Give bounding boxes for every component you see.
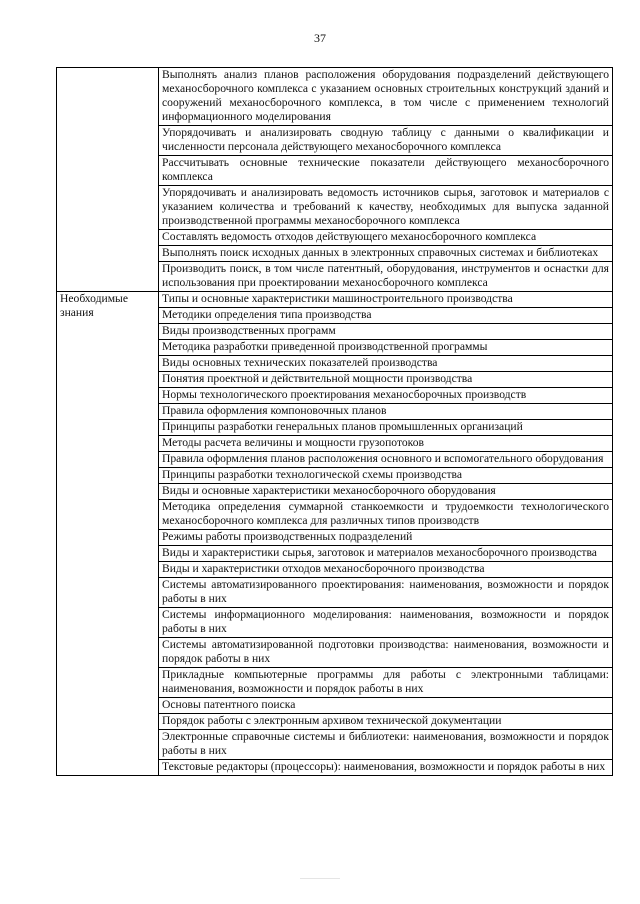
requirement-item: Виды и характеристики сырья, заготовок и материалов механосборочного производства — [159, 546, 613, 562]
section-label: Необходимые знания — [57, 292, 159, 776]
requirement-item: Методика определения суммарной станкоемкости и трудоемкости технологического механосборочного комплекса для различных типов производств — [159, 500, 613, 530]
requirement-item: Электронные справочные системы и библиотеки: наименования, возможности и порядок работы в них — [159, 730, 613, 760]
requirements-table — [56, 67, 613, 776]
requirement-item: Нормы технологического проектирования механосборочных производств — [159, 388, 613, 404]
requirement-item: Составлять ведомость отходов действующего механосборочного комплекса — [159, 230, 613, 246]
requirement-item: Рассчитывать основные технические показатели действующего механосборочного комплекса — [159, 156, 613, 186]
page-number: 37 — [314, 31, 326, 45]
requirement-item: Виды основных технических показателей производства — [159, 356, 613, 372]
requirement-item: Прикладные компьютерные программы для работы с электронными таблицами: наименования, возможности и порядок работы в них — [159, 668, 613, 698]
table-row — [57, 68, 613, 126]
requirement-item: Режимы работы производственных подразделений — [159, 530, 613, 546]
requirement-item: Методика разработки приведенной производственной программы — [159, 340, 613, 356]
requirement-item: Правила оформления планов расположения основного и вспомогательного оборудования — [159, 452, 613, 468]
table-row — [57, 292, 613, 308]
requirement-item: Выполнять анализ планов расположения оборудования подразделений действующего механосборочного комплекса с указанием основных строительных конструкций зданий и сооружений механосборочного комплекса, в том числе с применением технологий информационного моделирования — [159, 68, 613, 126]
requirement-item: Принципы разработки генеральных планов промышленных организаций — [159, 420, 613, 436]
requirement-item: Системы автоматизированной подготовки производства: наименования, возможности и порядок работы в них — [159, 638, 613, 668]
scan-smudge — [300, 878, 340, 879]
requirement-item: Виды производственных программ — [159, 324, 613, 340]
requirement-item: Типы и основные характеристики машиностроительного производства — [159, 292, 613, 308]
section-label — [57, 68, 159, 292]
requirement-item: Упорядочивать и анализировать ведомость источников сырья, заготовок и материалов с указанием количества и требований к качеству, необходимых для выпуска заданной производственной программы механосборочного комплекса — [159, 186, 613, 230]
requirement-item: Производить поиск, в том числе патентный, оборудования, инструментов и оснастки для использования при проектировании механосборочного комплекса — [159, 262, 613, 292]
requirement-item: Понятия проектной и действительной мощности производства — [159, 372, 613, 388]
table-body — [57, 68, 613, 776]
requirement-item: Текстовые редакторы (процессоры): наименования, возможности и порядок работы в них — [159, 760, 613, 776]
requirement-item: Упорядочивать и анализировать сводную таблицу с данными о квалификации и численности персонала действующего механосборочного комплекса — [159, 126, 613, 156]
requirement-item: Виды и основные характеристики механосборочного оборудования — [159, 484, 613, 500]
requirement-item: Основы патентного поиска — [159, 698, 613, 714]
requirement-item: Порядок работы с электронным архивом технической документации — [159, 714, 613, 730]
requirement-item: Правила оформления компоновочных планов — [159, 404, 613, 420]
requirement-item: Методики определения типа производства — [159, 308, 613, 324]
requirement-item: Виды и характеристики отходов механосборочного производства — [159, 562, 613, 578]
requirement-item: Принципы разработки технологической схемы производства — [159, 468, 613, 484]
requirement-item: Методы расчета величины и мощности грузопотоков — [159, 436, 613, 452]
requirement-item: Выполнять поиск исходных данных в электронных справочных системах и библиотеках — [159, 246, 613, 262]
requirement-item: Системы информационного моделирования: наименования, возможности и порядок работы в них — [159, 608, 613, 638]
requirement-item: Системы автоматизированного проектирования: наименования, возможности и порядок работы в них — [159, 578, 613, 608]
